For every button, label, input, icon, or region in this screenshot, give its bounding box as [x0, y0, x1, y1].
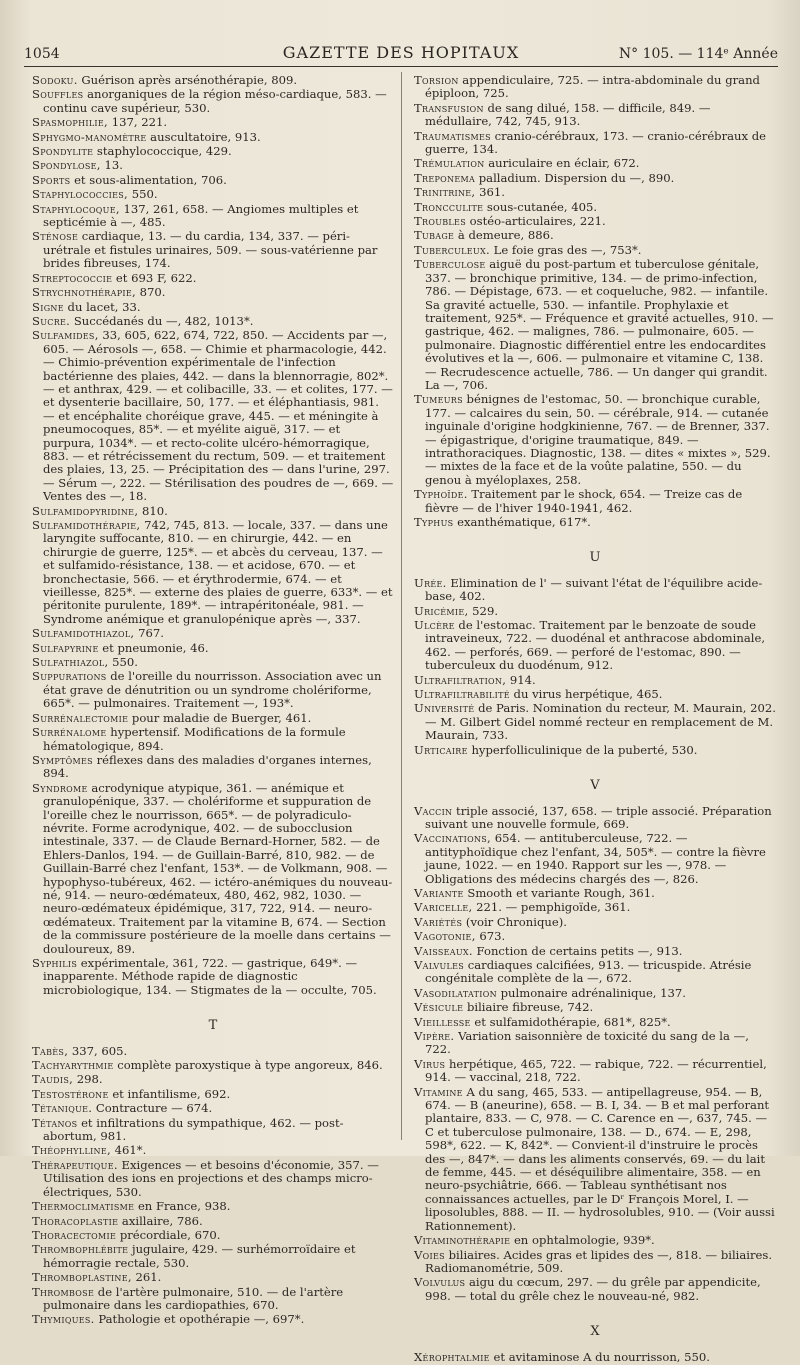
- entry-keyword: Xérophtalmie: [414, 1349, 490, 1364]
- entry-text: Smooth et variante Rough, 361.: [463, 885, 655, 900]
- index-entry: [32, 1200, 394, 1213]
- page-header: [24, 38, 778, 68]
- index-entry: [414, 887, 776, 900]
- index-entry: [414, 916, 776, 929]
- index-entry: [32, 627, 394, 640]
- entry-keyword: Staphylococcies,: [32, 187, 129, 202]
- entry-text: aiguë du post-partum et tuberculose génitale, 337. — bronchique primitive, 134. — de primo-infection, 786. — Dépistage, 673. — et coqueluche, 982. — infantile. Sa gravité actuelle, 530. — infantile. Prophylaxie et traitement, 925*. — Fréquence et gravité actuelles, 910. — gastrique, 462. — malignes, 786. — pulmonaire, 605. — pulmonaire. Diagnostic différentiel entre les endocardites évolutives et la —, 606. — pulmonaire et vitamine C, 138. — Recrudescence actuelle, 786. — Un danger qui grandit. La —, 706.: [425, 257, 774, 392]
- index-entry: [32, 174, 394, 187]
- entry-text: biliaire fibreuse, 742.: [463, 1000, 594, 1015]
- index-entry: [32, 159, 394, 172]
- entry-text: 810.: [138, 503, 168, 518]
- entry-text: 742, 745, 813. — locale, 337. — dans une laryngite suffocante, 810. — en chirurgie, 442. — en chirurgie de guerre, 125*. — et abcès du cerveau, 137. — et sulfamido-résistance, 138. — et acidose, 670. — et bronchectasie, 566. — et érythrodermie, 674. — et vieillesse, 825*. — externe des plaies de guerre, 633*. — et péritonite purulente, 189*. — intrapéritonéale, 981. — Syndrome anémique et granulopénique après —, 337.: [43, 518, 393, 626]
- index-list-t-cont: [414, 74, 776, 529]
- index-entry: [414, 619, 776, 673]
- index-entry: [32, 670, 394, 710]
- index-entry: [32, 272, 394, 285]
- index-entry: [32, 145, 394, 158]
- entry-keyword: Vésicule: [414, 1000, 464, 1015]
- entry-text: 13.: [100, 158, 123, 173]
- entry-keyword: Spondylose,: [32, 158, 101, 173]
- index-entry: [414, 832, 776, 886]
- entry-keyword: Traumatismes: [414, 128, 491, 143]
- section-heading-t: T: [208, 1018, 218, 1034]
- index-entry: [414, 1016, 776, 1029]
- index-entry: [32, 642, 394, 655]
- entry-keyword: Vasodilatation: [414, 985, 497, 1000]
- entry-text: aigu du cœcum, 297. — du grêle par appendicite, 998. — total du grêle chez le nouveau-né, 982.: [425, 1275, 761, 1303]
- entry-keyword: Tachyarythmie: [32, 1058, 114, 1073]
- index-entry: [414, 258, 776, 392]
- entry-keyword: Sulfamides,: [32, 328, 99, 343]
- entry-text: staphylococcique, 429.: [93, 144, 232, 159]
- entry-keyword: Torsion: [414, 73, 459, 87]
- entry-keyword: Tuberculose: [414, 257, 486, 272]
- entry-text: Variation saisonnière de toxicité du sang de la —, 722.: [425, 1029, 749, 1057]
- section-heading-v: V: [590, 778, 600, 794]
- entry-text: cardiaques calcifiées, 913. — tricuspide. Atrésie congénitale complète de la —, 672.: [425, 957, 752, 986]
- index-entry: [32, 1059, 394, 1072]
- entry-text: en France, 938.: [134, 1199, 231, 1214]
- entry-keyword: Thromboplastine,: [32, 1270, 132, 1285]
- entry-text: ostéo-articulaires, 221.: [465, 214, 606, 229]
- journal-title: GAZETTE DES HOPITAUX: [282, 43, 520, 62]
- entry-text: du virus herpétique, 465.: [509, 687, 663, 702]
- entry-keyword: Thoracoplastie: [32, 1213, 119, 1228]
- entry-text: hyperfolliculinique de la puberté, 530.: [467, 742, 698, 757]
- entry-keyword: Strychnothérapie,: [32, 285, 136, 300]
- entry-text: 870.: [135, 285, 166, 300]
- entry-text: précordiale, 670.: [116, 1227, 221, 1242]
- entry-text: complète paroxystique à type angoreux, 846.: [113, 1058, 383, 1073]
- index-entry: [414, 1249, 776, 1276]
- entry-text: de sang dilué, 158. — difficile, 849. — médullaire, 742, 745, 913.: [425, 100, 711, 129]
- index-entry: [32, 203, 394, 230]
- index-entry: [414, 244, 776, 257]
- index-entry: [32, 301, 394, 314]
- entry-keyword: Syndrome: [32, 780, 88, 795]
- entry-text: de l'artère pulmonaire, 510. — de l'artère pulmonaire dans les cardiopathies, 670.: [43, 1284, 344, 1312]
- index-entry: [32, 1117, 394, 1144]
- index-entry: [32, 1313, 394, 1326]
- entry-keyword: Ultrafiltrabilité: [414, 687, 510, 702]
- index-entry: [32, 315, 394, 328]
- entry-keyword: Tétanos: [32, 1115, 78, 1130]
- entry-text: 914.: [506, 672, 536, 687]
- entry-keyword: Taudis,: [32, 1072, 74, 1087]
- index-entry: [414, 688, 776, 701]
- entry-keyword: Sphygmo-manomètre: [32, 129, 147, 144]
- entry-keyword: Surrénalome: [32, 725, 107, 740]
- entry-text: auscultatoire, 913.: [146, 129, 261, 144]
- index-entry: [32, 188, 394, 201]
- entry-keyword: Typhus: [414, 515, 454, 529]
- left-column: [32, 74, 394, 1328]
- index-entry: [32, 1159, 394, 1199]
- entry-keyword: Thérapeutique.: [32, 1157, 118, 1172]
- entry-keyword: Variétés: [414, 914, 463, 929]
- index-entry: [32, 505, 394, 518]
- right-column: [414, 74, 776, 1365]
- entry-keyword: Troncculite: [414, 199, 484, 214]
- index-entry: [32, 1045, 394, 1058]
- entry-text: Le foie gras des —, 753*.: [489, 242, 642, 257]
- index-entry: [414, 1030, 776, 1057]
- section-heading-x: X: [590, 1324, 600, 1340]
- index-entry: [32, 1229, 394, 1242]
- entry-text: 221. — pemphigoïde, 361.: [472, 900, 631, 915]
- entry-keyword: Variante: [414, 885, 464, 900]
- index-list-t: [32, 1045, 394, 1327]
- entry-keyword: Varicelle,: [414, 900, 473, 915]
- index-entry: [414, 488, 776, 515]
- index-entry: [32, 656, 394, 669]
- entry-text: réflexes dans des maladies d'organes internes, 894.: [43, 752, 372, 781]
- entry-text: exanthématique, 617*.: [453, 515, 591, 529]
- entry-text: du lacet, 33.: [63, 299, 141, 314]
- entry-text: Contracture — 674.: [92, 1101, 213, 1116]
- index-entry: [414, 702, 776, 742]
- index-entry: [32, 712, 394, 725]
- entry-keyword: Virus: [414, 1056, 446, 1071]
- entry-keyword: Vieillesse: [414, 1014, 471, 1029]
- entry-text: 654. — antituberculeuse, 722. — antityphoïdique chez l'enfant, 34, 505*. — contre la fièvre jaune, 1022. — en 1940. Rapport sur les —, 978. — Obligations des médecins chargés des —, 826.: [425, 831, 766, 886]
- entry-keyword: Typhoïde.: [414, 487, 468, 502]
- entry-keyword: Volvulus: [414, 1275, 466, 1290]
- index-entry: [414, 1001, 776, 1014]
- index-entry: [32, 957, 394, 997]
- entry-keyword: Testostérone: [32, 1086, 109, 1101]
- entry-text: Fonction de certains petits —, 913.: [472, 943, 683, 958]
- index-entry: [414, 959, 776, 986]
- entry-text: hypertensif. Modifications de la formule hématologique, 894.: [43, 725, 346, 753]
- entry-keyword: Thrombose: [32, 1284, 95, 1299]
- entry-keyword: Ultrafiltration,: [414, 672, 507, 687]
- entry-text: de l'estomac. Traitement par le benzoate de soude intraveineux, 722. — duodénal et anthracose abdominale, 462. — perforés, 669. — perforé de l'estomac, 890. — tuberculeux du duodénum, 912.: [425, 618, 766, 673]
- entry-text: Pathologie et opothérapie —, 697*.: [94, 1312, 305, 1327]
- entry-keyword: Surrénalectomie: [32, 710, 129, 725]
- entry-keyword: Spondylite: [32, 144, 94, 159]
- entry-keyword: Urée.: [414, 575, 447, 590]
- entry-keyword: Spasmophilie,: [32, 115, 109, 130]
- index-entry: [32, 329, 394, 503]
- index-entry: [414, 930, 776, 943]
- column-divider: [401, 72, 402, 1140]
- entry-keyword: Sténose: [32, 229, 79, 244]
- entry-keyword: Treponema: [414, 170, 476, 185]
- header-rule: [24, 66, 778, 67]
- entry-keyword: Thoracectomie: [32, 1227, 117, 1242]
- entry-keyword: Trémulation: [414, 156, 485, 171]
- entry-text: en ophtalmologie, 939*.: [510, 1233, 655, 1248]
- entry-text: Exigences — et besoins d'économie, 357. — Utilisation des ions en projections et des champs micro-électriques, 530.: [43, 1157, 379, 1199]
- entry-text: 337, 605.: [68, 1043, 128, 1058]
- index-entry: [32, 230, 394, 270]
- index-entry: [414, 229, 776, 242]
- index-entry: [414, 805, 776, 832]
- entry-text: Traitement par le shock, 654. — Treize cas de fièvre — de l'hiver 1940-1941, 462.: [425, 487, 743, 515]
- index-entry: [32, 1243, 394, 1270]
- entry-keyword: Suppurations: [32, 669, 107, 684]
- entry-text: pour maladie de Buerger, 461.: [128, 710, 312, 725]
- entry-keyword: Uricémie,: [414, 603, 469, 618]
- entry-keyword: Sulfathiazol,: [32, 655, 109, 670]
- entry-keyword: Vagotonie,: [414, 929, 476, 944]
- index-entry: [414, 1276, 776, 1303]
- entry-keyword: Troubles: [414, 214, 466, 229]
- index-entry: [414, 987, 776, 1000]
- index-entry: [32, 88, 394, 115]
- entry-text: et sulfamidothérapie, 681*, 825*.: [470, 1014, 671, 1029]
- entry-keyword: Voies: [414, 1247, 445, 1262]
- entry-text: 361.: [475, 185, 505, 200]
- index-entry: [414, 744, 776, 757]
- index-entry: [32, 519, 394, 626]
- index-entry: [414, 945, 776, 958]
- index-entry: [32, 131, 394, 144]
- entry-keyword: Sulfamidothérapie,: [32, 518, 141, 532]
- entry-text: sous-cutanée, 405.: [483, 199, 598, 214]
- entry-text: biliaires. Acides gras et lipides des —, 818. — biliaires. Radiomanométrie, 509.: [425, 1247, 773, 1275]
- entry-keyword: Signe: [32, 299, 64, 314]
- entry-text: et pneumonie, 46.: [98, 640, 209, 655]
- index-entry: [414, 74, 776, 101]
- entry-keyword: Syphilis: [32, 956, 78, 970]
- entry-keyword: Sulfamidopyridine,: [32, 503, 139, 518]
- entry-text: de l'oreille du nourrisson. Association avec un état grave de dénutrition ou un syndrome cholériforme, 665*. — pulmonaires. Traitement —, 193*.: [43, 669, 382, 711]
- entry-keyword: Staphylocoque,: [32, 201, 120, 216]
- entry-text: Elimination de l' — suivant l'état de l'équilibre acide-base, 402.: [425, 575, 763, 604]
- index-entry: [32, 1215, 394, 1228]
- index-entry: [32, 1088, 394, 1101]
- entry-text: 461*.: [110, 1143, 147, 1158]
- entry-text: A du sang, 465, 533. — antipellagreuse, 954. — B, 674. — B (aneurine), 658. — B. I, 34. — B et mal perforant plantaire, 833. — C, 978. — C. Carence en —, 637, 745. — C et tuberculose pulmonaire, 138. — D., 674. — E, 298, 598*, 622. — K, 842*. — Convient-il d'instruire le procès des —, 847*. — dans les aliments conservés, 69. — du lait de femme, 445. — et déséquilibre alimentaire, 358. — en neuro-psychiâtrie, 666. — Tableau synthétisant nos connaissances actuelles, par le Dʳ François Morel, I. — liposolubles, 888. — II. — hydrosolubles, 910. — (Voir aussi Rationnement).: [425, 1084, 775, 1233]
- entry-text: 673.: [475, 929, 506, 944]
- index-entry: [414, 577, 776, 604]
- entry-text: triple associé, 137, 658. — triple associé. Préparation suivant une nouvelle formule, 669.: [425, 803, 772, 831]
- index-entry: [414, 1351, 776, 1364]
- entry-text: appendiculaire, 725. — intra-abdominale du grand épiploon, 725.: [425, 73, 760, 101]
- index-entry: [414, 172, 776, 185]
- index-entry: [32, 1286, 394, 1313]
- entry-keyword: Souffles: [32, 87, 84, 102]
- entry-keyword: Théophylline,: [32, 1143, 111, 1158]
- entry-keyword: Thrombophlébite: [32, 1242, 129, 1257]
- entry-text: pulmonaire adrénalinique, 137.: [496, 985, 686, 1000]
- entry-keyword: Tétanique.: [32, 1101, 93, 1116]
- index-entry: [414, 201, 776, 214]
- entry-text: 33, 605, 622, 674, 722, 850. — Accidents par —, 605. — Aérosols —, 658. — Chimie et pharmacologie, 442. — Chimio-prévention expérimentale de l'infection bactérienne des plaies, 442. — dans la blennorragie, 802*. — et anthrax, 429. — et colibacille, 33. — et colites, 177. — et dysenterie bacillaire, 50, 177. — et éléphantiasis, 981. — et encéphalite choréique grave, 445. — et méningite à pneumocoques, 85*. — et myélite aiguë, 317. — et purpura, 1034*. — et recto-colite ulcéro-hémorragique, 883. — et rétrécissement du rectum, 509. — et traitement des plaies, 13, 25. — Précipitation des — dans l'urine, 297. — Sérum —, 222. — Stérilisation des poudres de —, 669. — Ventes des —, 18.: [43, 328, 394, 504]
- entry-text: cranio-cérébraux, 173. — cranio-cérébraux de guerre, 134.: [425, 128, 767, 157]
- entry-keyword: Vipère.: [414, 1029, 455, 1043]
- entry-keyword: Thermoclimatisme: [32, 1199, 135, 1214]
- index-entry: [32, 1073, 394, 1086]
- entry-keyword: Symptômes: [32, 752, 93, 767]
- entry-keyword: Valvules: [414, 957, 465, 972]
- entry-keyword: Sucre.: [32, 313, 71, 328]
- issue-number: N° 105. — 114ᵉ Année: [618, 46, 778, 62]
- entry-keyword: Vitaminothérapie: [414, 1233, 511, 1248]
- entry-text: 767.: [134, 626, 164, 641]
- entry-keyword: Urticaire: [414, 742, 468, 757]
- entry-keyword: Sulfamidothiazol,: [32, 626, 135, 641]
- entry-text: et infiltrations du sympathique, 462. — post-abortum, 981.: [43, 1115, 344, 1144]
- entry-text: 298.: [73, 1072, 103, 1087]
- index-entry: [32, 1271, 394, 1284]
- entry-text: 137, 221.: [108, 115, 168, 130]
- entry-text: à demeure, 886.: [454, 228, 554, 243]
- entry-text: acrodynique atypique, 361. — anémique et granulopénique, 337. — cholériforme et suppuration de l'oreille chez le nourrisson, 665*. — de polyradiculo-névrite. Forme acrodynique, 402. — de subocclusion intestinale, 337. — de Claude Bernard-Horner, 582. — de Ehlers-Danlos, 194. — de Guillain-Barré, 810, 982. — de Guillain-Barré chez l'enfant, 153*. — de Volkmann, 908. — hypophyso-tubéreux, 462. — ictéro-anémiques du nouveau-né, 914. — neuro-œdémateux, 480, 462, 982, 1030. — neuro-œdémateux épidémique, 317, 722, 914. — neuro-œdémateux. Traitement par la vitamine B, 674. — Section de la commissure postérieure de la moelle dans certains — douloureux, 89.: [43, 780, 393, 956]
- page-number: 1054: [24, 46, 60, 62]
- section-heading-u: U: [589, 550, 601, 566]
- entry-keyword: Sports: [32, 172, 71, 187]
- entry-text: et avitaminose A du nourrisson, 550.: [489, 1349, 710, 1364]
- entry-text: 550.: [108, 655, 138, 670]
- entry-keyword: Streptococcie: [32, 270, 113, 285]
- entry-text: de Paris. Nomination du recteur, M. Maurain, 202. — M. Gilbert Gidel nommé recteur en remplacement de M. Maurain, 733.: [425, 701, 776, 743]
- index-entry: [32, 286, 394, 299]
- entry-text: herpétique, 465, 722. — rabique, 722. — récurrentiel, 914. — vaccinal, 218, 722.: [425, 1056, 767, 1085]
- entry-keyword: Vaccinations,: [414, 831, 492, 846]
- entry-text: axillaire, 786.: [118, 1213, 203, 1228]
- index-entry: [414, 901, 776, 914]
- entry-keyword: Vaisseaux.: [414, 943, 473, 958]
- entry-text: 137, 261, 658. — Angiomes multiples et septicémie à —, 485.: [43, 201, 359, 230]
- entry-keyword: Transfusion: [414, 100, 484, 115]
- entry-keyword: Tabès,: [32, 1043, 69, 1058]
- entry-keyword: Tuberculeux.: [414, 242, 490, 257]
- index-entry: [32, 1144, 394, 1157]
- entry-keyword: Ulcère: [414, 618, 455, 633]
- index-entry: [32, 1102, 394, 1115]
- index-entry: [414, 1058, 776, 1085]
- index-entry: [414, 1086, 776, 1233]
- entry-text: bénignes de l'estomac, 50. — bronchique curable, 177. — calcaires du sein, 50. — cérébrale, 914. — cutanée inguinale d'origine hodgkinienne, 767. — de Brenner, 337. — épigastrique, d'origine traumatique, 849. — intrathoraciques. Diagnostic, 138. — dites « mixtes », 529. — mixtes de la face et de la voûte palatine, 550. — du genou à myéloplaxes, 258.: [425, 392, 771, 487]
- index-list-x: [414, 1351, 776, 1364]
- index-entry: [32, 116, 394, 129]
- entry-text: jugulaire, 429. — surhémorroïdaire et hémorragie rectale, 530.: [43, 1242, 356, 1270]
- entry-text: palladium. Dispersion du —, 890.: [475, 170, 675, 185]
- entry-text: expérimentale, 361, 722. — gastrique, 649*. — inapparente. Méthode rapide de diagnostic microbiologique, 134. — Stigmates de la — occulte, 705.: [43, 956, 377, 997]
- entry-keyword: Sodoku.: [32, 73, 78, 87]
- index-entry: [32, 782, 394, 956]
- entry-text: (voir Chronique).: [462, 914, 567, 929]
- entry-text: auriculaire en éclair, 672.: [484, 156, 640, 171]
- index-entry: [414, 157, 776, 170]
- entry-keyword: Trinitrine,: [414, 185, 476, 200]
- entry-text: cardiaque, 13. — du cardia, 134, 337. — péri-urétrale et fistules urinaires, 509. — sous-vatérienne par brides fibreuses, 174.: [43, 229, 378, 271]
- entry-text: Guérison après arsénothérapie, 809.: [77, 73, 298, 87]
- index-entry: [414, 674, 776, 687]
- index-entry: [414, 1234, 776, 1247]
- index-list-s: [32, 74, 394, 997]
- entry-text: 261.: [131, 1270, 162, 1285]
- index-list-u: [414, 577, 776, 757]
- entry-text: Succédanés du —, 482, 1013*.: [70, 313, 254, 328]
- index-list-v: [414, 805, 776, 1304]
- entry-keyword: Thymiques.: [32, 1312, 95, 1327]
- index-entry: [414, 186, 776, 199]
- entry-keyword: Vaccin: [414, 803, 453, 818]
- entry-text: et infantilisme, 692.: [108, 1086, 231, 1101]
- entry-keyword: Sulfapyrine: [32, 640, 99, 655]
- index-entry: [32, 754, 394, 781]
- entry-text: anorganiques de la région méso-cardiaque, 583. — continu cave supérieur, 530.: [43, 87, 387, 115]
- entry-text: 529.: [468, 603, 498, 618]
- entry-keyword: Tubage: [414, 228, 455, 243]
- index-entry: [414, 215, 776, 228]
- entry-keyword: Tumeurs: [414, 392, 463, 407]
- entry-text: 550.: [128, 187, 158, 202]
- index-entry: [414, 130, 776, 157]
- index-entry: [32, 726, 394, 753]
- index-entry: [32, 74, 394, 87]
- entry-text: et sous-alimentation, 706.: [70, 172, 227, 187]
- entry-keyword: Vitamine: [414, 1084, 463, 1099]
- index-entry: [414, 516, 776, 529]
- entry-keyword: Université: [414, 701, 475, 716]
- index-entry: [414, 605, 776, 618]
- index-entry: [414, 393, 776, 487]
- index-entry: [414, 102, 776, 129]
- entry-text: et 693 F, 622.: [112, 270, 197, 285]
